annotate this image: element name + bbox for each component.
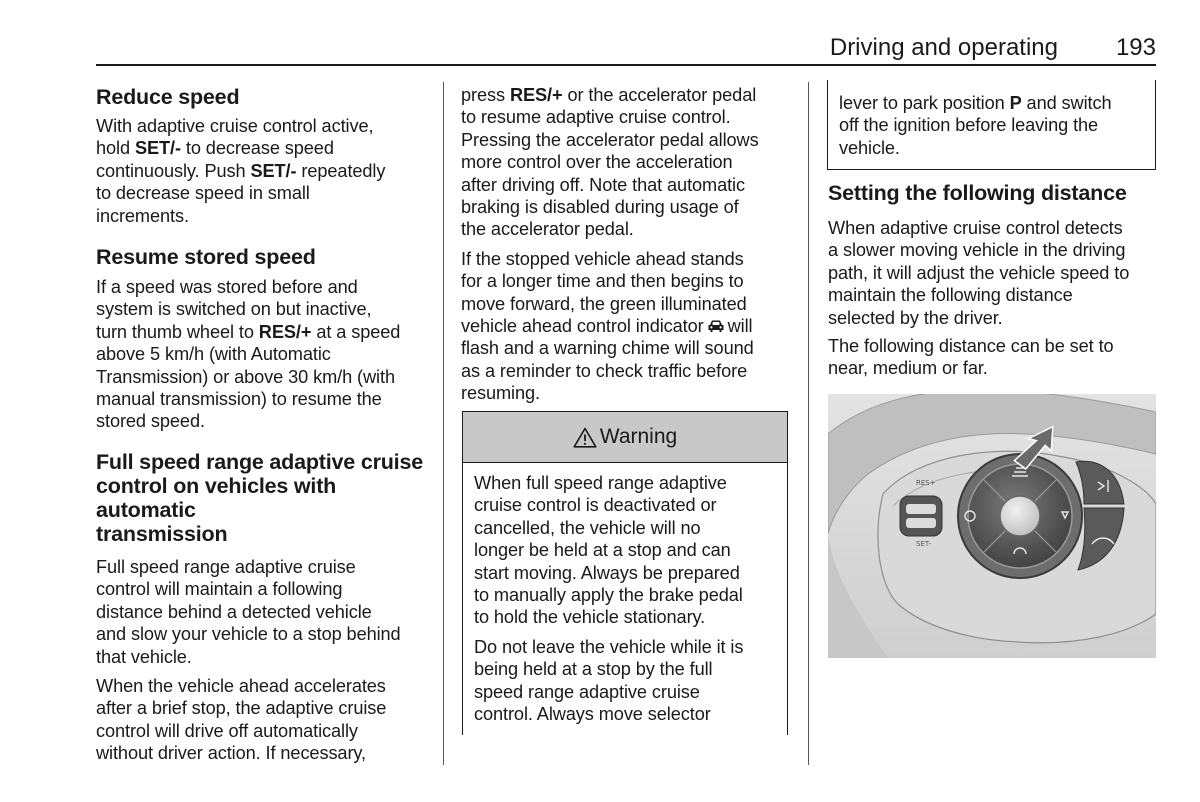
following-distance-heading: Setting the following distance bbox=[828, 181, 1127, 205]
warning-header bbox=[463, 412, 787, 463]
stopped-vehicle-will: will bbox=[727, 316, 753, 337]
res-plus-label: RES+ bbox=[916, 479, 936, 487]
running-header-section: Driving and operating bbox=[829, 34, 1058, 61]
stopped-vehicle-lines: If the stopped vehicle ahead stands for a longer time and then begins to move forward, the green illuminated vehicle ahead control indicator will flash and a warning chime will sound as a reminder to check traffic before resuming. bbox=[461, 248, 754, 404]
vehicle-accelerates-body: When the vehicle ahead accelerates after a brief stop, the adaptive cruise control will drive off automatically without driver action. If necessary, bbox=[96, 675, 387, 764]
stopped-vehicle-body bbox=[461, 248, 801, 405]
warning-body bbox=[463, 463, 787, 725]
steering-wheel-controls-figure bbox=[828, 394, 1156, 658]
reduce-speed-heading: Reduce speed bbox=[96, 85, 240, 109]
header-rule bbox=[96, 64, 1156, 66]
steering-wheel-illustration bbox=[828, 394, 1156, 658]
column-divider-right bbox=[808, 82, 809, 765]
warning-title: Warning bbox=[599, 425, 678, 448]
following-distance-body: When adaptive cruise control detects a slower moving vehicle in the driving path, it will adjust the vehicle speed to maintain the following distance selected by the driver. bbox=[828, 218, 1130, 328]
warning-paragraph-1: When full speed range adaptive cruise control is deactivated or cancelled, the vehicle will no longer be held at a stop and can start moving. Always be prepared to manually apply the brake pedal to hold the vehicle stationary. bbox=[474, 473, 743, 628]
warning-continued-text: lever to park position P and switch off the ignition before leaving the vehicle. bbox=[839, 93, 1112, 158]
set-minus-label: SET- bbox=[916, 540, 932, 548]
following-distance-options: The following distance can be set to near, medium or far. bbox=[828, 336, 1114, 379]
resume-continued-body: press RES/+ or the accelerator pedal to resume adaptive cruise control. Pressing the accelerator pedal allows more control over the acceleration after driving off. Note that automatic braking is disabled during usage of the accelerator pedal. bbox=[461, 85, 759, 240]
warning-box bbox=[462, 411, 788, 735]
column-1 bbox=[96, 80, 431, 765]
page-number: 193 bbox=[1115, 34, 1156, 61]
reduce-speed-body: With adaptive cruise control active, hold SET/- to decrease speed continuously. Push SET/- repeatedly to decrease speed in small increments. bbox=[96, 116, 386, 226]
full-speed-range-heading: Full speed range adaptive cruise control on vehicles with automatic transmission bbox=[96, 449, 423, 546]
warning-triangle-icon bbox=[573, 427, 597, 448]
column-divider-left bbox=[443, 82, 444, 765]
warning-paragraph-2: Do not leave the vehicle while it is being held at a stop by the full speed range adaptive cruise control. Always move selector bbox=[474, 636, 744, 725]
vehicle-ahead-indicator-icon bbox=[707, 319, 725, 333]
resume-stored-speed-body: If a speed was stored before and system is switched on but inactive, turn thumb wheel to RES/+ at a speed above 5 km/h (with Automatic Transmission) or above 30 km/h (with manual transmission) to resume the stored speed. bbox=[96, 277, 401, 432]
column-3 bbox=[828, 181, 1160, 380]
full-speed-range-body: Full speed range adaptive cruise control will maintain a following distance behind a detected vehicle and slow your vehicle to a stop behind that vehicle. bbox=[96, 556, 401, 667]
column-2 bbox=[461, 84, 801, 405]
warning-continued-box bbox=[827, 80, 1156, 170]
resume-stored-speed-heading: Resume stored speed bbox=[96, 245, 316, 270]
